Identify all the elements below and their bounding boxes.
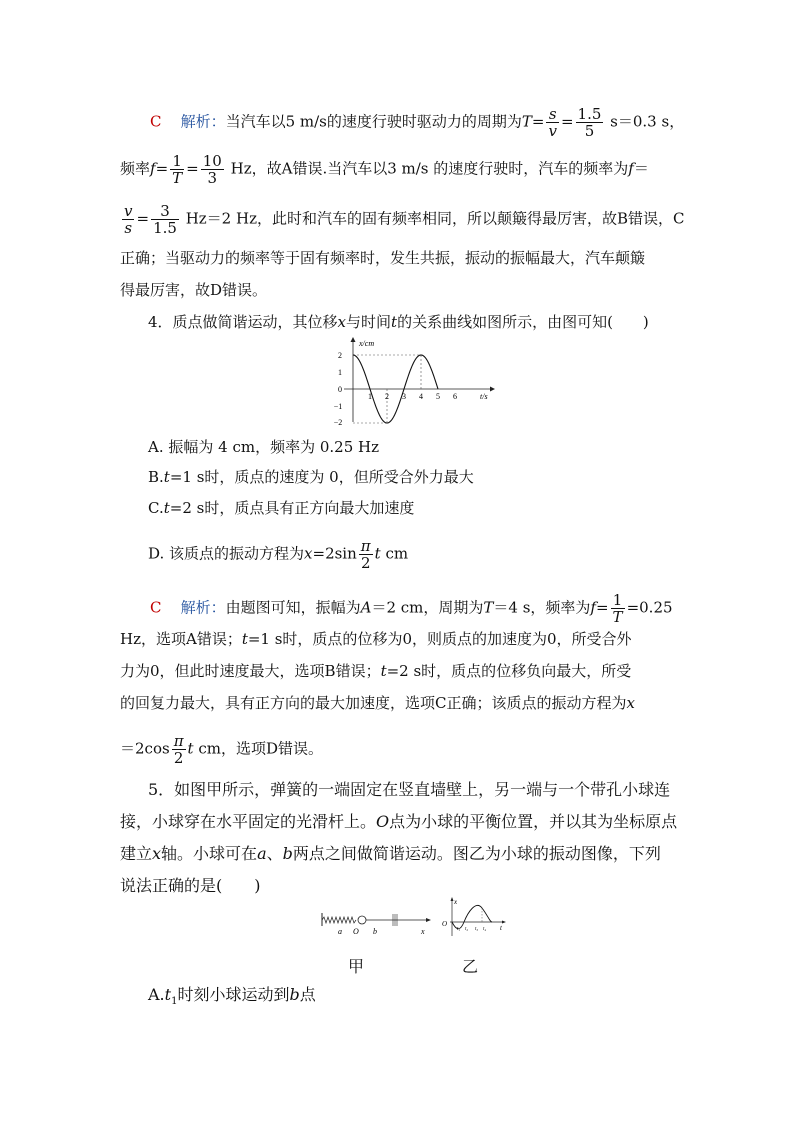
x-tick-2: 2 bbox=[385, 392, 389, 401]
fraction-pi-over-2: $\frac{\pi}{2}$ bbox=[360, 537, 371, 572]
solution-3-line-5: 得最厉害，故D错误。 bbox=[120, 281, 268, 299]
label-O: O bbox=[353, 927, 359, 936]
answer-letter: C bbox=[150, 598, 162, 617]
fraction-v-over-s: $\frac{v}{s}$ bbox=[124, 202, 133, 237]
q4-option-a[interactable]: A. 振幅为 4 cm，频率为 0.25 Hz bbox=[148, 438, 379, 456]
label-O: O bbox=[442, 920, 448, 928]
t-axis-arrow bbox=[490, 387, 495, 392]
x-axis-label: t/s bbox=[480, 392, 488, 401]
question-5-line-2: 接，小球穿在水平固定的光滑杆上。O点为小球的平衡位置，并以其为坐标原点 bbox=[120, 812, 678, 831]
figure-yi-vibration-graph bbox=[438, 896, 508, 938]
label-b: b bbox=[373, 927, 377, 936]
rod-arrow bbox=[426, 918, 431, 922]
solution-4-line-2: Hz，选项A错误；t=1 s时，质点的位移为0，则质点的加速度为0，所受合外 bbox=[120, 630, 632, 648]
x-axis-arrow bbox=[351, 337, 356, 342]
label-t2: t₂ bbox=[465, 927, 469, 932]
question-5-line-4: 说法正确的是( ) bbox=[120, 876, 261, 895]
caption-jia: 甲 bbox=[348, 957, 365, 976]
label-t4: t₄ bbox=[483, 927, 487, 932]
y-axis-label: x/cm bbox=[359, 339, 375, 348]
solution-3-line-1: C 解析：当汽车以5 m/s的速度行驶时驱动力的周期为T= $\frac{s}{v}$ = $\frac{1.5}{5}$ s＝0.3 s， bbox=[150, 105, 685, 140]
label-t1: t₁ bbox=[457, 927, 461, 932]
q5-option-a[interactable]: $A.t_1$时刻小球运动到b点 bbox=[148, 985, 316, 1008]
fraction-1.5-over-5: $\frac{1.5}{5}$ bbox=[577, 105, 602, 140]
solution-3-line-4: 正确；当驱动力的频率等于固有频率时，发生共振，振动的振幅最大，汽车颠簸 bbox=[120, 249, 646, 267]
spring bbox=[322, 917, 356, 923]
solution-3-line-2: 频率f= $\frac{1}{T}$ = $\frac{10}{3}$ Hz，故A错误.当汽车以3 m/s 的速度行驶时，汽车的频率为f＝ bbox=[120, 152, 649, 187]
q4-option-d[interactable]: D. 该质点的振动方程为x=2sin $\frac{\pi}{2}$ t cm bbox=[148, 537, 409, 572]
solution-4-line-4: 的回复力最大，具有正方向的最大加速度，选项C正确；该质点的振动方程为x bbox=[120, 694, 635, 712]
q4-option-c[interactable]: C.t=2 s时，质点具有正方向最大加速度 bbox=[148, 499, 415, 517]
label-a: a bbox=[338, 927, 342, 936]
solution-4-line-5: ＝2cos $\frac{\pi}{2}$ t cm，选项D错误。 bbox=[120, 732, 324, 767]
question-5-line-3: 建立x轴。小球可在a、b两点之间做简谐运动。图乙为小球的振动图像，下列 bbox=[120, 844, 661, 863]
vibration-curve bbox=[452, 905, 492, 928]
x-tick-1: 1 bbox=[368, 392, 372, 401]
x-tick-4: 4 bbox=[419, 392, 423, 401]
solution-3-line-3: $\frac{v}{s}$ = $\frac{3}{1.5}$ Hz＝2 Hz，此时和汽车的固有频率相同，所以颠簸得最厉害，故B错误，C bbox=[124, 202, 685, 237]
figure-jia-spring-system bbox=[318, 908, 434, 936]
x-tick-5: 5 bbox=[436, 392, 440, 401]
y-tick-neg2: −2 bbox=[333, 418, 343, 426]
label-x: x bbox=[454, 898, 458, 906]
analysis-tag: 解析： bbox=[180, 112, 226, 131]
q4-displacement-time-graph bbox=[330, 336, 500, 426]
label-t3: t₃ bbox=[475, 927, 479, 932]
q4-option-b[interactable]: B.t=1 s时，质点的速度为 0，但所受合外力最大 bbox=[148, 468, 474, 486]
solution-4-line-1: C 解析：由题图可知，振幅为A＝2 cm，周期为T＝4 s，频率为f= $\frac{1}{T}$ =0.25 bbox=[150, 591, 673, 626]
caption-yi: 乙 bbox=[462, 957, 479, 976]
analysis-tag: 解析： bbox=[180, 598, 226, 617]
ball bbox=[358, 916, 366, 924]
x-tick-6: 6 bbox=[453, 392, 457, 401]
y-tick-1: 1 bbox=[338, 368, 342, 377]
y-tick-0: 0 bbox=[338, 385, 342, 394]
label-t: t bbox=[500, 924, 502, 932]
question-4-stem: 4．质点做简谐运动，其位移x与时间t的关系曲线如图所示，由图可知( ) bbox=[148, 313, 649, 331]
answer-letter: C bbox=[150, 112, 162, 131]
fraction-10-over-3: $\frac{10}{3}$ bbox=[202, 152, 222, 187]
y-tick-2: 2 bbox=[338, 351, 342, 360]
fraction-1-over-T: $\frac{1}{T}$ bbox=[172, 152, 183, 187]
fraction-1-over-T: $\frac{1}{T}$ bbox=[612, 591, 623, 626]
fraction-pi-over-2: $\frac{\pi}{2}$ bbox=[173, 732, 184, 767]
fraction-s-over-v: $\frac{s}{v}$ bbox=[548, 105, 557, 140]
fraction-3-over-1.5: $\frac{3}{1.5}$ bbox=[153, 202, 177, 237]
solution-4-line-3: 力为0，但此时速度最大，选项B错误；t=2 s时，质点的位移负向最大，所受 bbox=[120, 662, 632, 680]
label-x: x bbox=[421, 927, 425, 936]
y-tick-neg1: −1 bbox=[333, 402, 343, 411]
x-tick-3: 3 bbox=[402, 392, 406, 401]
question-5-line-1: 5．如图甲所示，弹簧的一端固定在竖直墙壁上，另一端与一个带孔小球连 bbox=[148, 780, 671, 799]
